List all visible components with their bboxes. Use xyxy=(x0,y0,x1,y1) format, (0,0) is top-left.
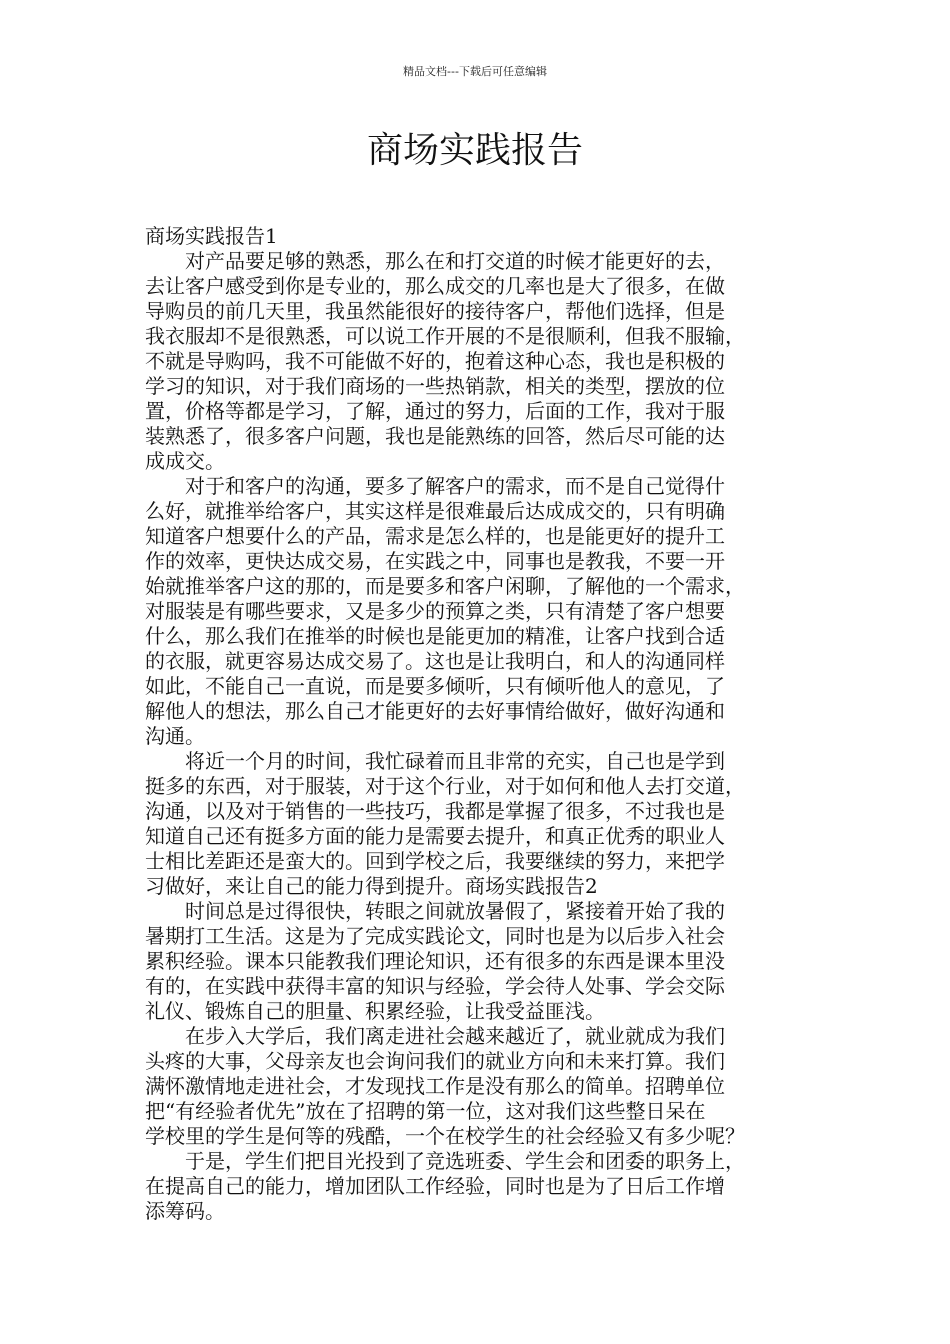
body-text-line: 对产品要足够的熟悉，那么在和打交道的时候才能更好的去， xyxy=(145,249,725,273)
body-text-line: 成成交。 xyxy=(145,449,225,473)
body-text-line: 挺多的东西，对于服装，对于这个行业，对于如何和他人去打交道， xyxy=(145,774,745,798)
body-text-line: 累积经验。课本只能教我们理论知识，还有很多的东西是课本里没 xyxy=(145,949,725,973)
body-text-line: 去让客户感受到你是专业的，那么成交的几率也是大了很多，在做 xyxy=(145,274,725,298)
body-text-line: 学校里的学生是何等的残酷，一个在校学生的社会经验又有多少呢？ xyxy=(145,1124,745,1148)
body-text-line: 添筹码。 xyxy=(145,1199,225,1223)
body-text-line: 学习的知识，对于我们商场的一些热销款，相关的类型，摆放的位 xyxy=(145,374,725,398)
body-text-line: 头疼的大事，父母亲友也会询问我们的就业方向和未来打算。我们 xyxy=(145,1049,725,1073)
body-text-line: 知道客户想要什么的产品，需求是怎么样的，也是能更好的提升工 xyxy=(145,524,725,548)
body-text-line: 士相比差距还是蛮大的。回到学校之后，我要继续的努力，来把学 xyxy=(145,849,725,873)
body-text-line: 沟通。 xyxy=(145,724,205,748)
section-heading-line: 商场实践报告1 xyxy=(145,224,278,248)
body-text-line: 解他人的想法，那么自己才能更好的去好事情给做好，做好沟通和 xyxy=(145,699,725,723)
body-text-line: 习做好，来让自己的能力得到提升。商场实践报告2 xyxy=(145,874,598,898)
body-text-line: 将近一个月的时间，我忙碌着而且非常的充实，自己也是学到 xyxy=(145,749,725,773)
body-text-line: 沟通，以及对于销售的一些技巧，我都是掌握了很多，不过我也是 xyxy=(145,799,725,823)
body-text-line: 在提高自己的能力，增加团队工作经验，同时也是为了日后工作增 xyxy=(145,1174,725,1198)
body-text-line: 置，价格等都是学习，了解，通过的努力，后面的工作，我对于服 xyxy=(145,399,725,423)
document-title: 商场实践报告 xyxy=(366,130,583,171)
document-body xyxy=(145,224,825,1224)
body-text-line: 什么，那么我们在推举的时候也是能更加的精准，让客户找到合适 xyxy=(145,624,725,648)
body-text-line: 作的效率，更快达成交易，在实践之中，同事也是教我，不要一开 xyxy=(145,549,725,573)
body-text-line: 不就是导购吗，我不可能做不好的，抱着这种心态，我也是积极的 xyxy=(145,349,725,373)
body-text-line: 知道自己还有挺多方面的能力是需要去提升，和真正优秀的职业人 xyxy=(145,824,725,848)
body-text-line: 导购员的前几天里，我虽然能很好的接待客户，帮他们选择，但是 xyxy=(145,299,725,323)
page-header-note: 精品文档---下载后可任意编辑 xyxy=(403,65,547,78)
body-text-line: 有的，在实践中获得丰富的知识与经验，学会待人处事、学会交际 xyxy=(145,974,725,998)
body-text-line: 装熟悉了，很多客户问题，我也是能熟练的回答，然后尽可能的达 xyxy=(145,424,725,448)
body-text-line: 时间总是过得很快，转眼之间就放暑假了，紧接着开始了我的 xyxy=(145,899,725,923)
body-text-line: 始就推举客户这的那的，而是要多和客户闲聊，了解他的一个需求， xyxy=(145,574,745,598)
body-text-line: 么好，就推举给客户，其实这样是很难最后达成成交的，只有明确 xyxy=(145,499,725,523)
body-text-line: 我衣服却不是很熟悉，可以说工作开展的不是很顺利，但我不服输， xyxy=(145,324,745,348)
body-text-line: 对于和客户的沟通，要多了解客户的需求，而不是自己觉得什 xyxy=(145,474,725,498)
body-text-line: 在步入大学后，我们离走进社会越来越近了，就业就成为我们 xyxy=(145,1024,725,1048)
body-text-line: 暑期打工生活。这是为了完成实践论文，同时也是为以后步入社会 xyxy=(145,924,725,948)
body-text-line: 对服装是有哪些要求，又是多少的预算之类，只有清楚了客户想要 xyxy=(145,599,725,623)
body-text-line: 的衣服，就更容易达成交易了。这也是让我明白，和人的沟通同样 xyxy=(145,649,725,673)
body-text-line: 礼仪、锻炼自己的胆量、积累经验，让我受益匪浅。 xyxy=(145,999,605,1023)
body-text-line: 于是，学生们把目光投到了竞选班委、学生会和团委的职务上， xyxy=(145,1149,745,1173)
body-text-line: 把“有经验者优先”放在了招聘的第一位，这对我们这些整日呆在 xyxy=(145,1099,706,1123)
body-text-line: 如此，不能自己一直说，而是要多倾听，只有倾听他人的意见，了 xyxy=(145,674,725,698)
body-text-line: 满怀激情地走进社会，才发现找工作是没有那么的简单。招聘单位 xyxy=(145,1074,725,1098)
